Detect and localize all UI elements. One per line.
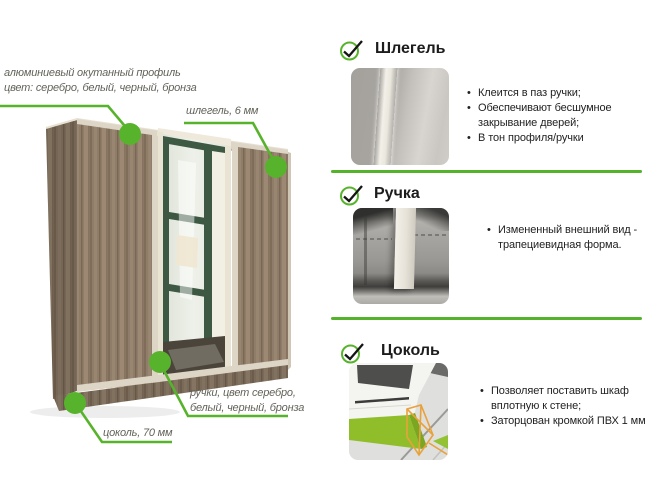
bullet-item: • В тон профиля/ручки	[465, 131, 625, 146]
brush-seal-strip	[374, 68, 398, 165]
door-edge-line	[364, 216, 367, 285]
callout-profile-label	[4, 66, 197, 95]
callout-handles-line1: ручки, цвет серебро,	[190, 387, 296, 399]
handle-profile-bar	[394, 208, 416, 289]
section-divider	[331, 170, 642, 173]
feature-title-handle: Ручка	[374, 185, 420, 202]
callout-dot-handles	[149, 351, 171, 373]
feature-section-schlegel	[330, 36, 652, 170]
checkmark-icon	[340, 341, 366, 365]
thumbnail-shading	[414, 208, 449, 231]
schlegel-photo-thumbnail	[351, 68, 449, 165]
callout-schlegel-label: шлегель, 6 мм	[186, 105, 259, 117]
bullet-item: • Клеится в паз ручки;	[465, 86, 625, 101]
callout-dot-plinth	[64, 392, 86, 414]
mirror-door	[157, 131, 231, 383]
handle-photo-thumbnail	[353, 208, 449, 304]
left-door	[77, 124, 158, 391]
callout-profile-line1: алюминиевый окутанный профиль	[4, 67, 181, 79]
bullet-item: • Измененный внешний вид - трапециевидная форма.	[485, 223, 645, 253]
plinth-bullet-list	[478, 384, 652, 429]
feature-title-schlegel: Шлегель	[375, 40, 446, 57]
bullet-item: • Позволяет поставить шкаф вплотную к стене;	[478, 384, 652, 414]
callout-dot-profile	[119, 123, 141, 145]
callout-handles-line2: белый, черный, бронза	[190, 401, 305, 414]
panel-seam	[414, 234, 446, 236]
feature-section-plinth	[330, 336, 652, 486]
right-door	[232, 146, 291, 372]
feature-section-handle	[330, 180, 652, 310]
callout-profile-line2: цвет: серебро, белый, черный, бронза	[4, 81, 197, 94]
callout-handles-label	[190, 386, 304, 415]
feature-title-plinth: Цоколь	[381, 342, 440, 359]
bullet-item: • Обеспечивают бесшумное закрывание дверей;	[465, 101, 625, 131]
schlegel-bullet-list	[465, 86, 625, 146]
section-divider	[331, 317, 642, 320]
checkmark-icon	[339, 38, 365, 62]
bullet-item: • Заторцован кромкой ПВХ 1 мм	[478, 414, 652, 429]
plinth-photo-graphic	[349, 363, 448, 460]
checkmark-icon	[339, 183, 365, 207]
plinth-photo-thumbnail	[349, 363, 448, 460]
callout-plinth-label: цоколь, 70 мм	[103, 427, 173, 439]
handle-bullet-list	[485, 223, 645, 253]
callout-dot-schlegel	[265, 156, 287, 178]
thumbnail-shading	[353, 208, 393, 235]
panel-seam	[356, 238, 392, 240]
floor-shadow	[30, 406, 180, 418]
